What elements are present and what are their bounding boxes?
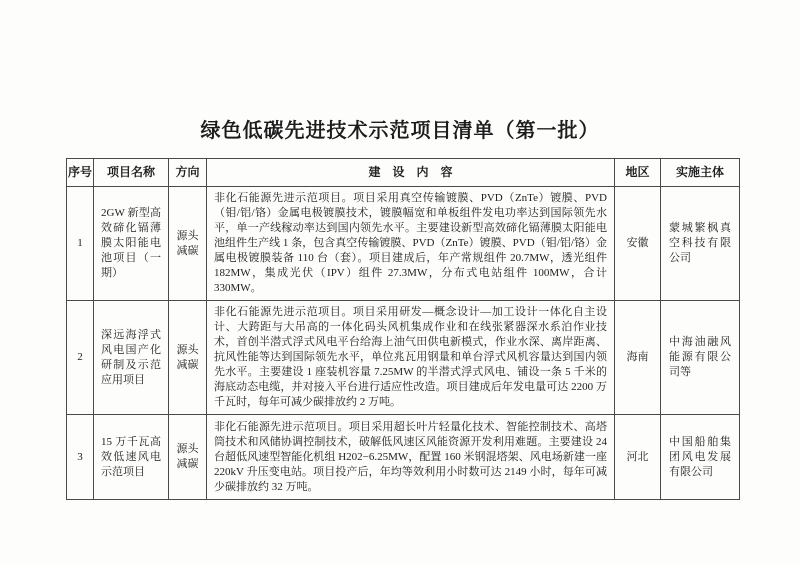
region: 海南 — [615, 301, 661, 415]
table-row — [67, 187, 740, 301]
row-number: 1 — [67, 187, 94, 301]
header-direction: 方向 — [169, 159, 207, 187]
page-title: 绿色低碳先进技术示范项目清单（第一批） — [200, 120, 600, 142]
header-entity: 实施主体 — [661, 159, 740, 187]
table-header-row — [67, 159, 740, 187]
header-project-name: 项目名称 — [94, 159, 169, 187]
project-name: 深远海浮式风电国产化研制及示范应用项目 — [94, 301, 169, 415]
direction: 源头减碳 — [169, 415, 207, 500]
header-content: 建 设 内 容 — [207, 159, 615, 187]
project-table — [66, 158, 740, 500]
row-number: 3 — [67, 415, 94, 500]
project-name: 2GW 新型高效碲化镉薄膜太阳能电池项目（一期） — [94, 187, 169, 301]
implementing-entity: 蒙城繁枫真空科技有限公司 — [661, 187, 740, 301]
table-row — [67, 415, 740, 500]
construction-content: 非化石能源先进示范项目。项目采用研发—概念设计—加工设计一体化自主设计、大跨距与大吊高的一体化码头风机集成作业和在线张紧器深水系泊作业技术，首创半潜式浮式风电平台给海上油气田供电新模式，作业水深、离岸距离、抗风性能等达到国际领先水平，单位兆瓦用钢量和单台浮式风机容量达到国内领先水平。主要建设 1 座装机容量 7.25MW 的半潜式浮式风电、铺设一条 5 千米的海底动态电缆，并对接入平台进行适应性改造。项目建成后年发电量可达 2200 万千瓦时，每年可减少碳排放约 2 万吨。 — [207, 301, 615, 415]
table-row — [67, 301, 740, 415]
row-number: 2 — [67, 301, 94, 415]
region: 河北 — [615, 415, 661, 500]
region: 安徽 — [615, 187, 661, 301]
construction-content: 非化石能源先进示范项目。项目采用超长叶片轻量化技术、智能控制技术、高塔筒技术和风储协调控制技术，破解低风速区风能资源开发利用难题。主要建设 24 台超低风速型智能化机组 H202−6.25MW，配置 160 米钢混塔架、风电场新建一座 220kV 升压变电站。项目投产后，年均等效利用小时数可达 2149 小时，每年可减少碳排放约 32 万吨。 — [207, 415, 615, 500]
direction: 源头减碳 — [169, 301, 207, 415]
project-name: 15 万千瓦高效低速风电示范项目 — [94, 415, 169, 500]
header-region: 地区 — [615, 159, 661, 187]
implementing-entity: 中国船舶集团风电发展有限公司 — [661, 415, 740, 500]
direction: 源头减碳 — [169, 187, 207, 301]
header-no: 序号 — [67, 159, 94, 187]
construction-content: 非化石能源先进示范项目。项目采用真空传输镀膜、PVD（ZnTe）镀膜、PVD（钼/铝/铬）金属电极镀膜技术，镀膜幅宽和单板组件发电功率达到国际领先水平，单一产线稼动率达到国内领先水平。主要建设新型高效碲化镉薄膜太阳能电池组件生产线 1 条，包含真空传输镀膜、PVD（ZnTe）镀膜、PVD（钼/铝/铬）金属电极镀膜装备 110 台（套）。项目建成后，年产常规组件 20.7MW，透光组件 182MW，集成光伏（IPV）组件 27.3MW，分布式电站组件 100MW，合计 330MW。 — [207, 187, 615, 301]
implementing-entity: 中海油融风能源有限公司等 — [661, 301, 740, 415]
